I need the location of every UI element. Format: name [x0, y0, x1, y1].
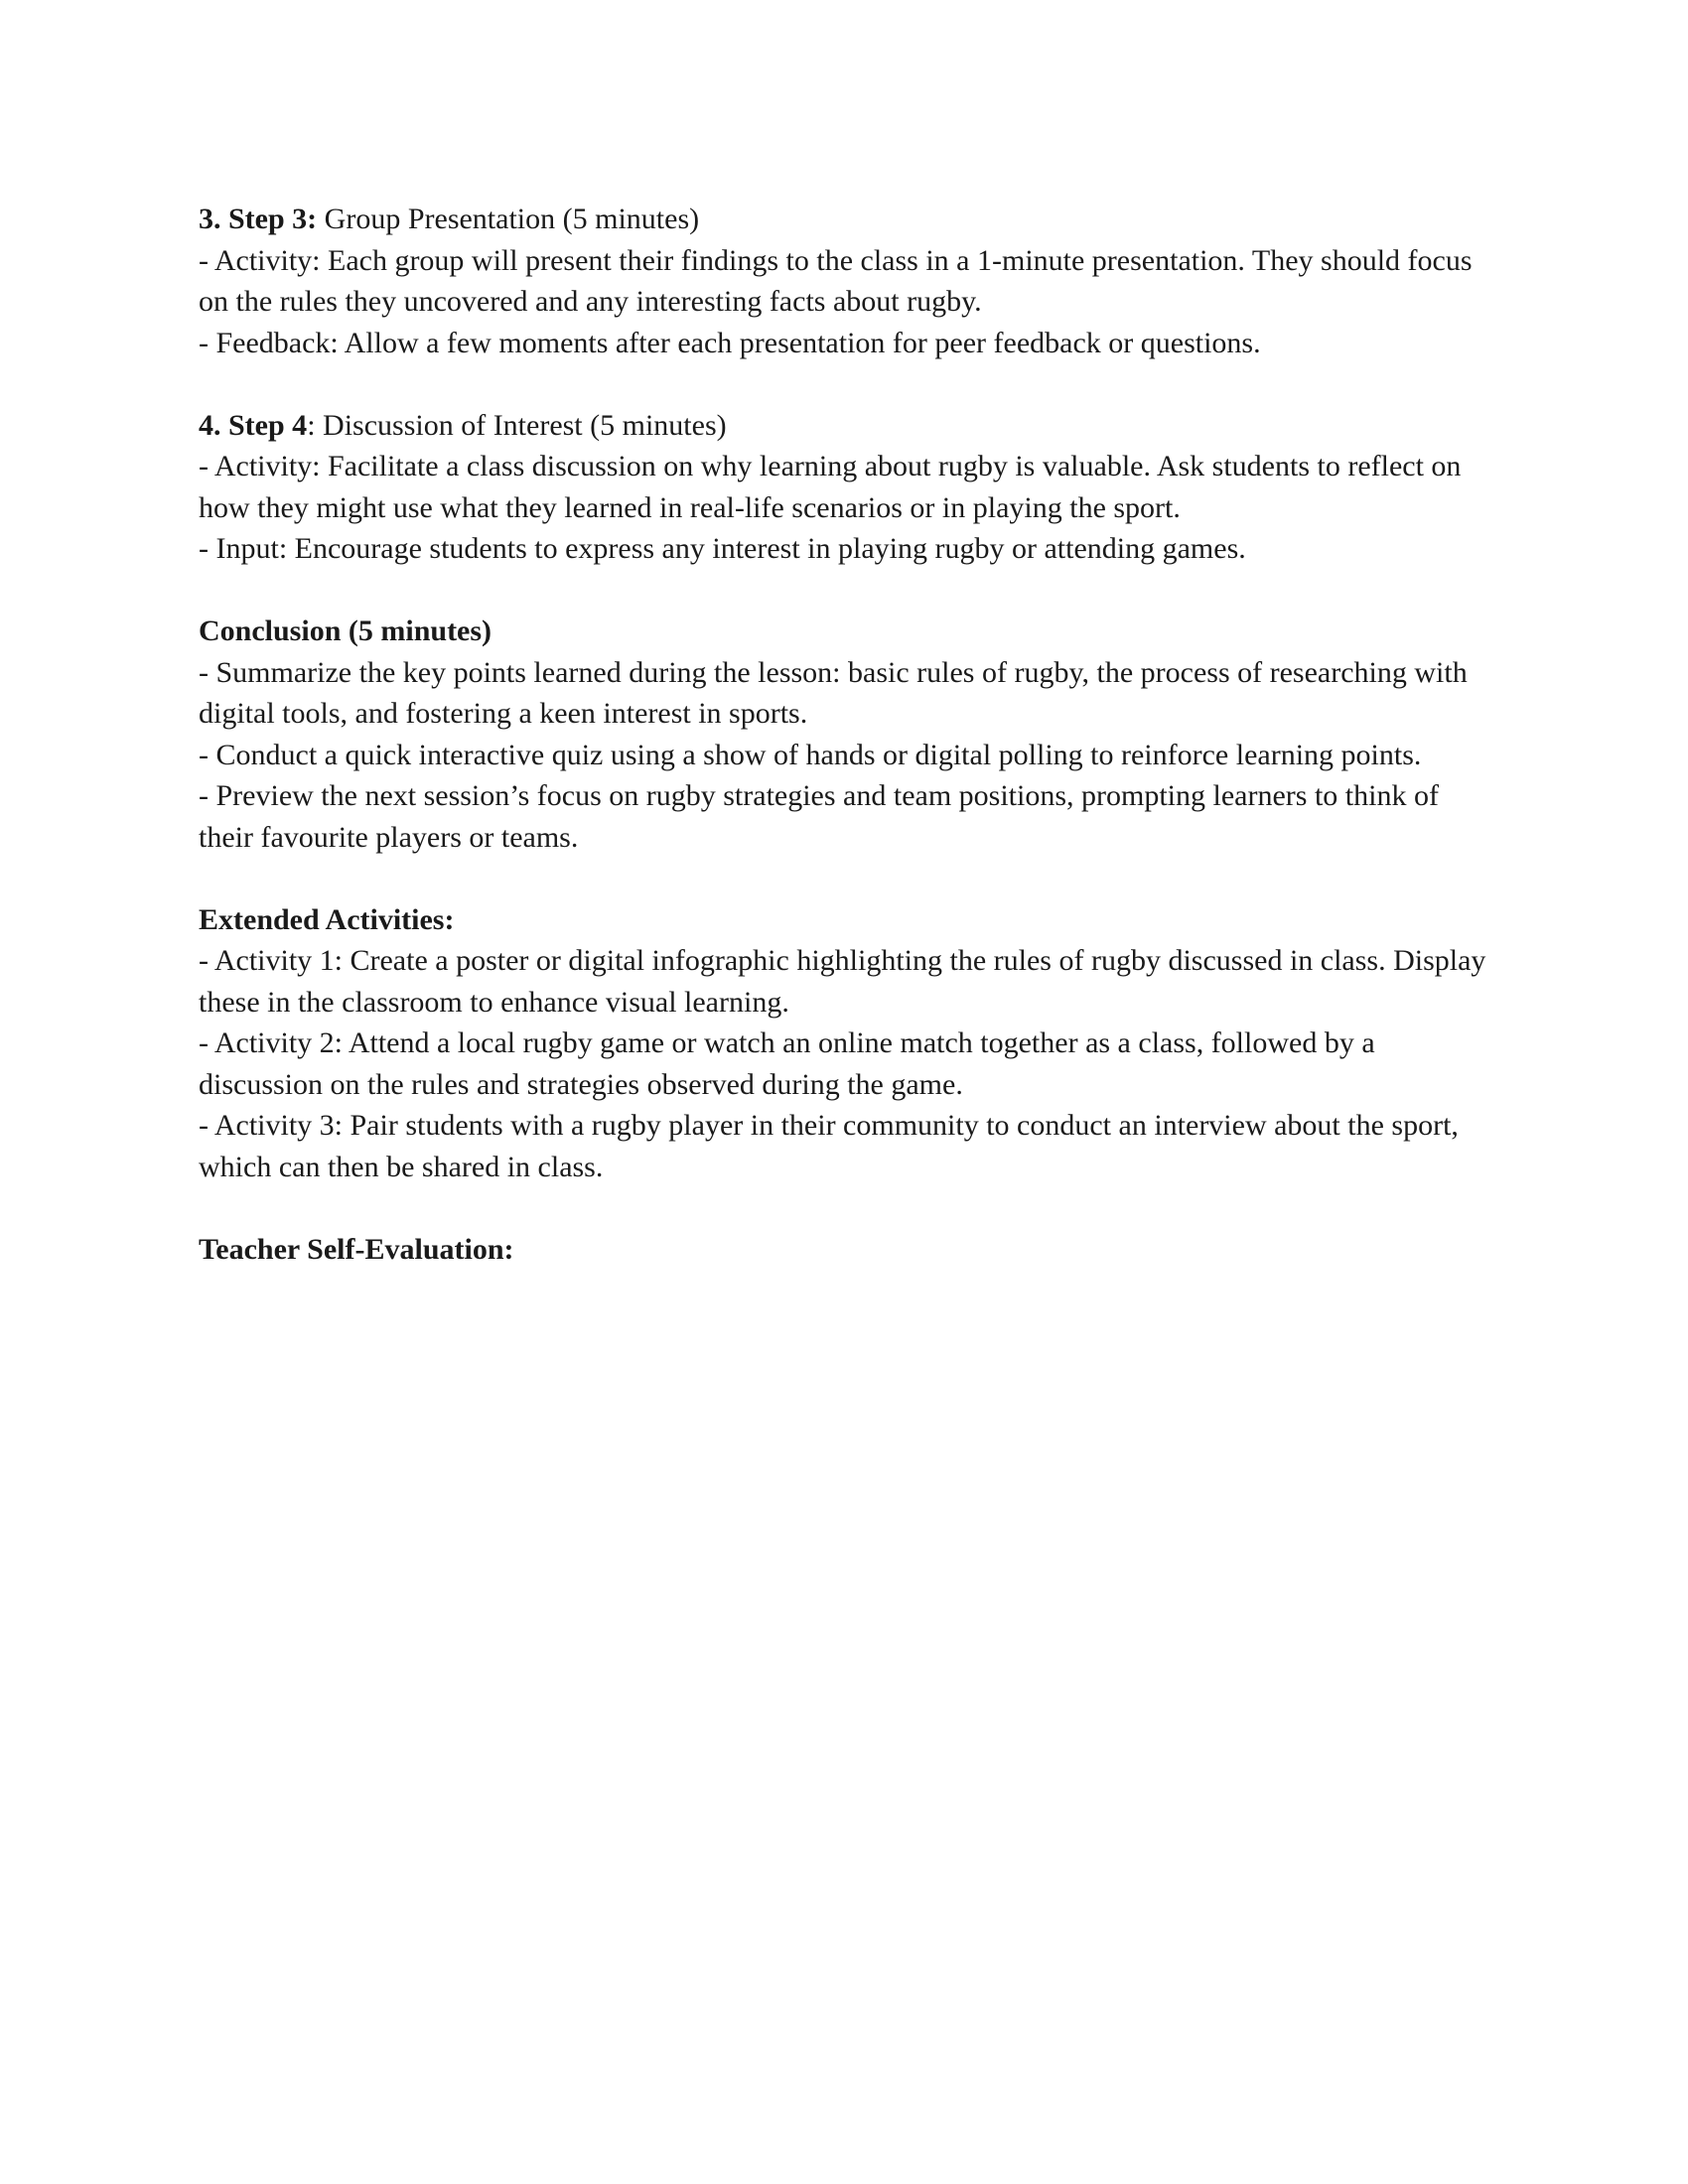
extended-activity-item: - Activity 3: Pair students with a rugby player in their community to conduct an interview about the sport, which can then be shared in class. — [199, 1109, 1459, 1183]
conclusion-heading: Conclusion (5 minutes) — [199, 614, 492, 647]
step-3-section — [199, 199, 1489, 363]
step-4-heading — [199, 405, 1489, 447]
step-3-number: 3. Step 3: — [199, 203, 318, 235]
extended-activity-item: - Activity 2: Attend a local rugby game or watch an online match together as a class, followed by a discussion on the rules and strategies observed during the game. — [199, 1026, 1375, 1101]
document-page — [199, 199, 1489, 1311]
step-4-input: - Input: Encourage students to express any interest in playing rugby or attending games. — [199, 532, 1246, 565]
self-evaluation-heading: Teacher Self-Evaluation: — [199, 1232, 514, 1266]
step-4-title: : Discussion of Interest (5 minutes) — [307, 408, 727, 442]
step-4-number: 4. Step 4 — [199, 408, 308, 442]
extended-activity-item: - Activity 1: Create a poster or digital infographic highlighting the rules of rugby discussed in class. Display these in the classroom to enhance visual learning. — [199, 944, 1486, 1019]
step-3-feedback: - Feedback: Allow a few moments after each presentation for peer feedback or questions. — [199, 326, 1261, 359]
conclusion-item: - Summarize the key points learned during the lesson: basic rules of rugby, the process of researching with digital tools, and fostering a keen interest in sports. — [199, 655, 1468, 730]
step-4-activity: - Activity: Facilitate a class discussion on why learning about rugby is valuable. Ask students to reflect on how they might use what they learned in real-life scenarios or in playing the sport. — [199, 450, 1462, 524]
step-3-title: Group Presentation (5 minutes) — [317, 203, 700, 235]
conclusion-item: - Conduct a quick interactive quiz using a show of hands or digital polling to reinforce learning points. — [199, 738, 1422, 771]
extended-activities-section — [199, 899, 1489, 1188]
extended-activities-heading: Extended Activities: — [199, 902, 455, 936]
conclusion-section — [199, 611, 1489, 858]
step-3-activity: - Activity: Each group will present their findings to the class in a 1-minute presentation. They should focus on the rules they uncovered and any interesting facts about rugby. — [199, 243, 1473, 318]
step-4-section — [199, 405, 1489, 570]
step-3-heading — [199, 199, 1489, 240]
self-evaluation-section — [199, 1229, 1489, 1271]
conclusion-item: - Preview the next session’s focus on rugby strategies and team positions, prompting learners to think of their favourite players or teams. — [199, 779, 1439, 854]
